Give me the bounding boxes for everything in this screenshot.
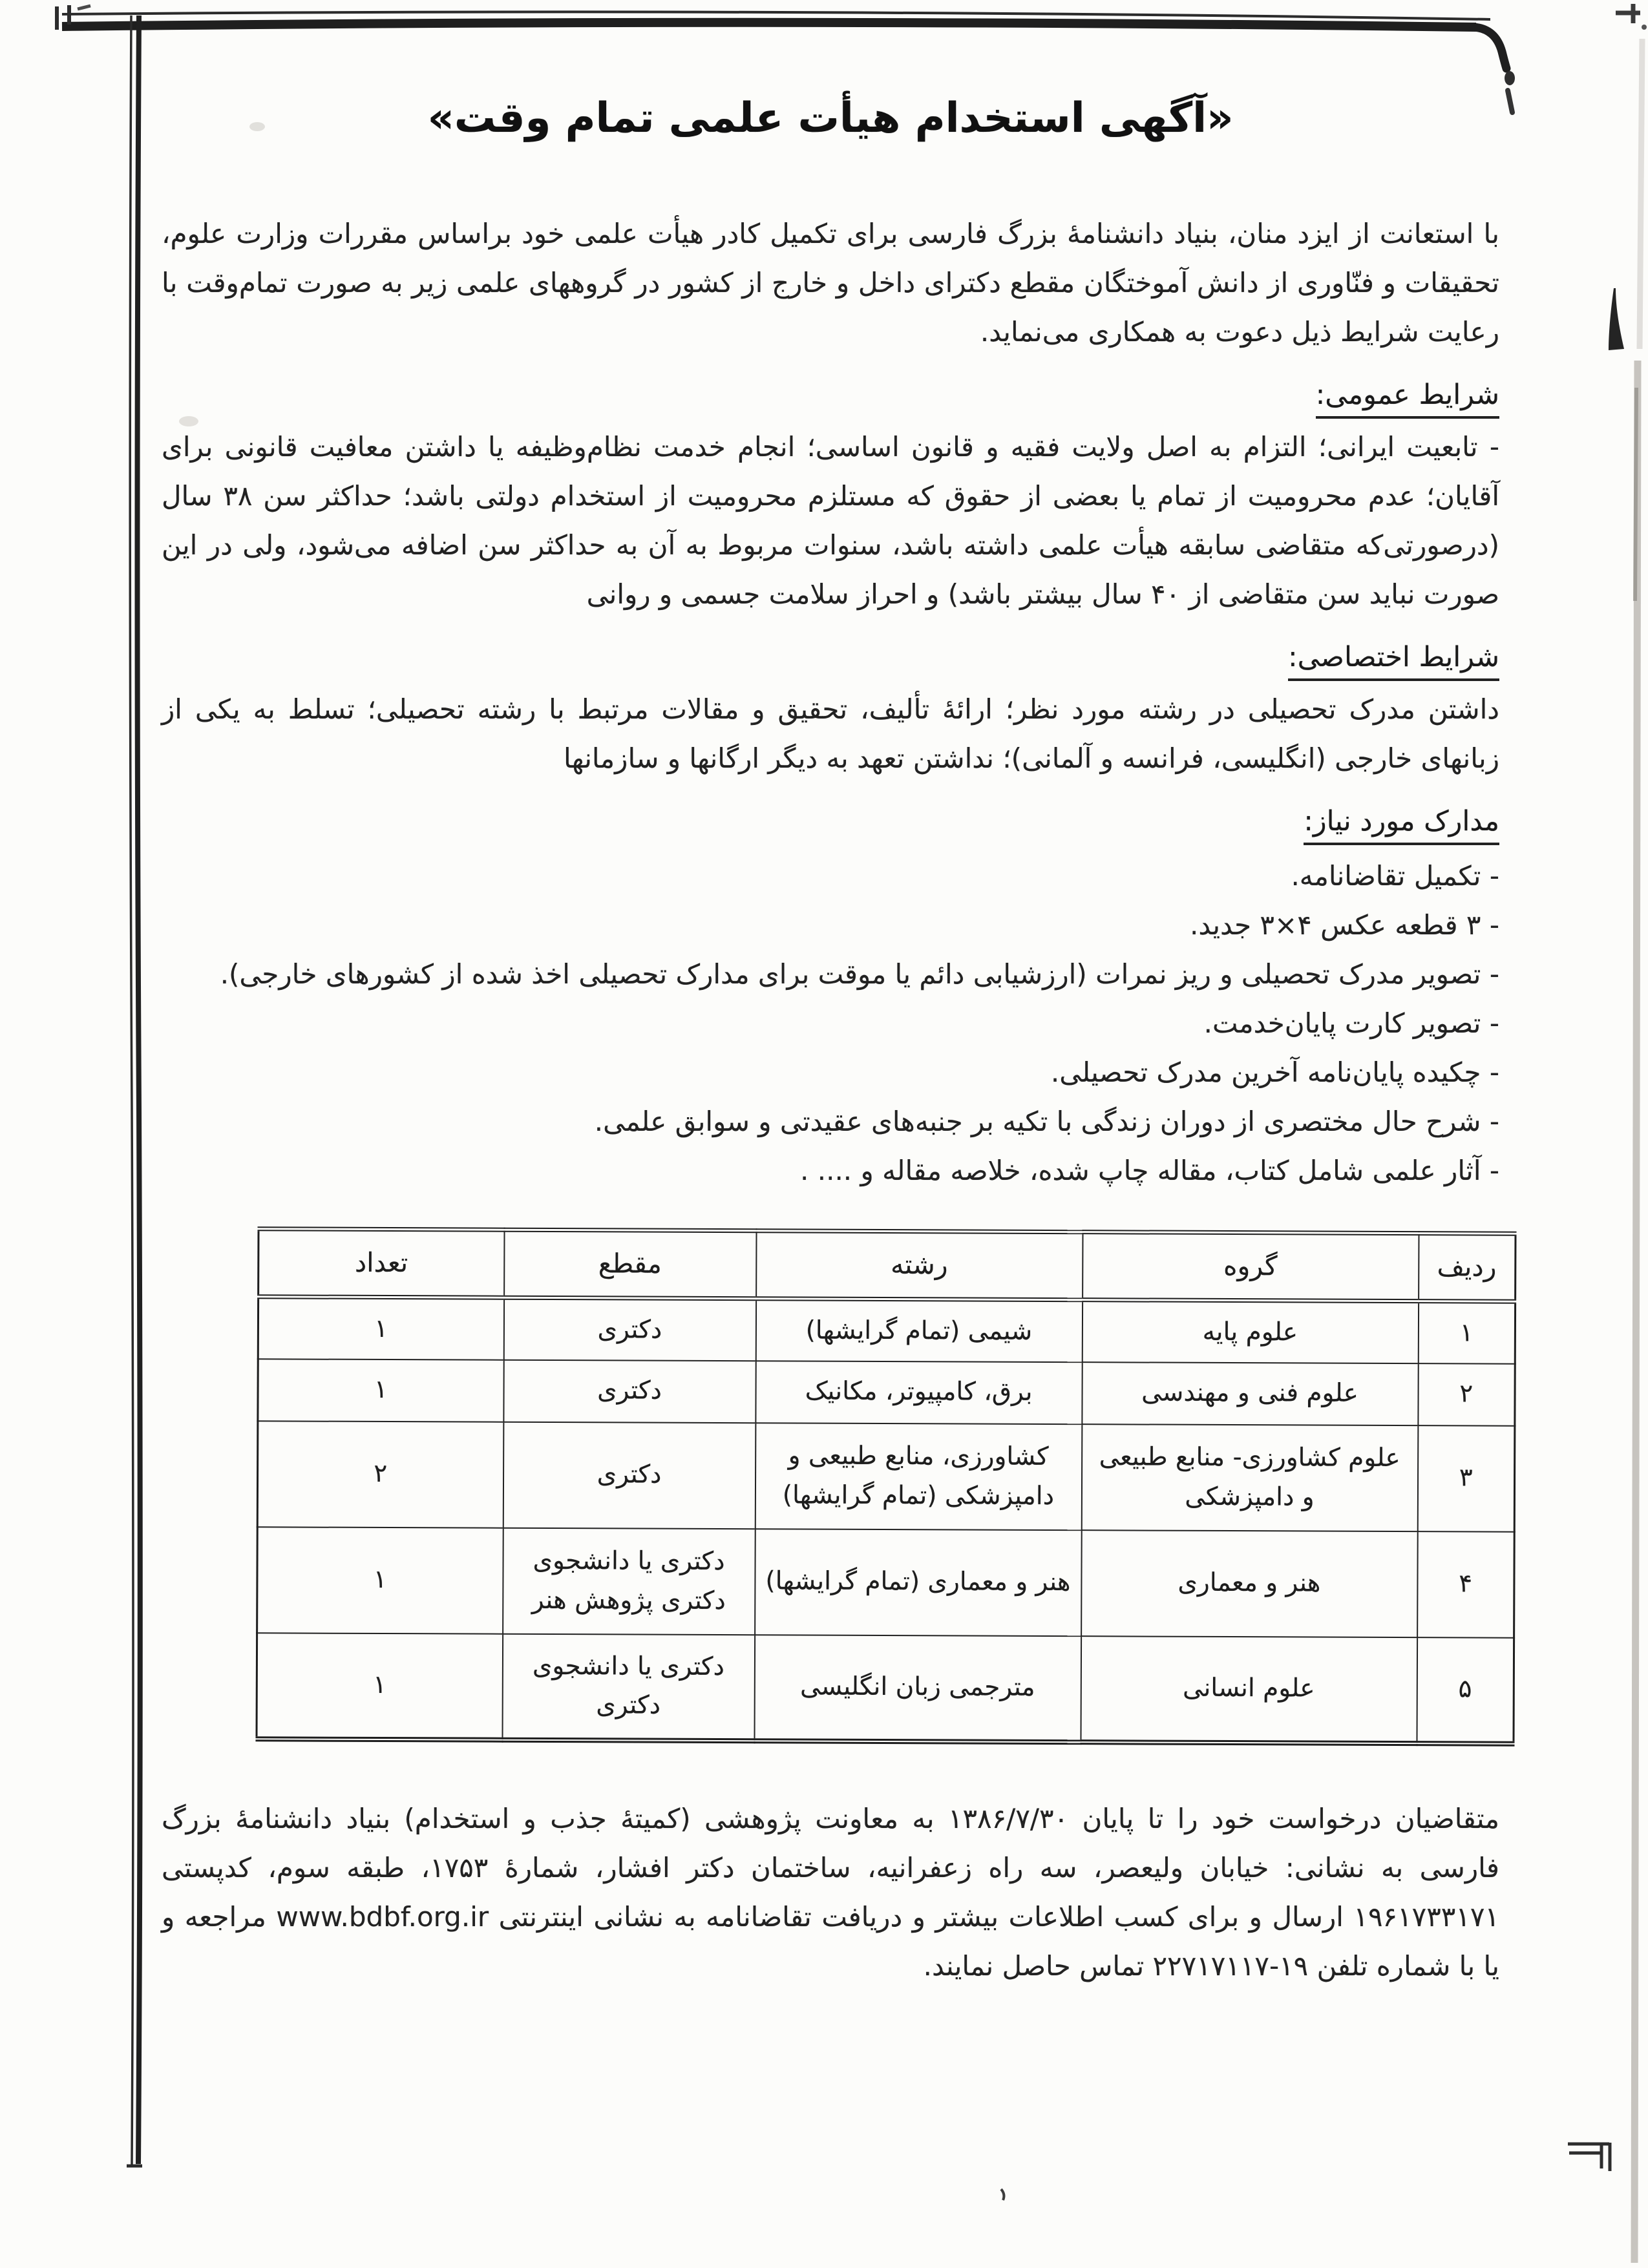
vacancies-table xyxy=(255,1226,1516,1746)
cell-row-number: ۱ xyxy=(1418,1301,1515,1364)
cell-count: ۱ xyxy=(258,1359,503,1422)
list-item: - تصویر مدرک تحصیلی و ریز نمرات (ارزشیابی دائم یا موقت برای مدارک تحصیلی اخذ شده از کشورهای خارجی). xyxy=(220,958,1499,990)
column-header-count: تعداد xyxy=(259,1229,504,1297)
cell-group: هنر و معماری xyxy=(1081,1530,1418,1637)
list-item: - چکیده پایان‌نامه آخرین مدرک تحصیلی. xyxy=(1050,1056,1499,1088)
cell-count: ۱ xyxy=(257,1527,503,1633)
advertisement-body xyxy=(0,94,1648,1991)
cell-degree: دکتری xyxy=(503,1360,755,1422)
cell-degree: دکتری یا دانشجوی دکتری xyxy=(502,1633,755,1740)
table-row xyxy=(257,1633,1514,1743)
specific-conditions-heading-text: شرایط اختصاصی: xyxy=(1288,641,1499,681)
table-header-row xyxy=(259,1229,1516,1301)
list-item: - تصویر کارت پایان‌خدمت. xyxy=(1203,1007,1499,1039)
corner-mark-top-left xyxy=(57,5,69,30)
column-header-degree: مقطع xyxy=(504,1230,756,1298)
cell-degree: دکتری یا دانشجوی دکتری پژوهش هنر xyxy=(503,1528,755,1634)
frame-top-thin-line xyxy=(62,12,1490,19)
cell-field: شیمی (تمام گرایشها) xyxy=(755,1299,1082,1362)
list-item: - آثار علمی شامل کتاب، مقاله چاپ شده، خلاصه مقاله و .... . xyxy=(800,1155,1499,1186)
cell-row-number: ۴ xyxy=(1417,1531,1515,1638)
specific-conditions-text: داشتن مدرک تحصیلی در رشته مورد نظر؛ ارائهٔ تألیف، تحقیق و مقالات مرتبط با رشته تحصیلی؛ تسلط به یکی از زبانهای خارجی (انگلیسی، فرانسه و آلمانی)؛ نداشتن تعهد به دیگر ارگانها و سازمانها xyxy=(162,693,1499,774)
frame-top-thick-line xyxy=(62,23,1476,27)
cell-group: علوم کشاورزی- منابع طبیعی و دامپزشکی xyxy=(1081,1424,1418,1531)
cell-field: مترجمی زبان انگلیسی xyxy=(754,1635,1081,1742)
documents-list xyxy=(162,852,1499,1195)
general-conditions-text: - تابعیت ایرانی؛ التزام به اصل ولایت فقیه و قانون اساسی؛ انجام خدمت نظام‌وظیفه یا داشتن معافیت قانونی برای آقایان؛ عدم محرومیت از تمام یا بعضی از حقوق که مستلزم محرومیت از استخدام دولتی باشد؛ حداکثر سن ۳۸ سال (درصورتی‌که متقاضی سابقه هیأت علمی داشته باشد، سنوات مربوط به آن به حداکثر سن اضافه می‌شود، ولی در این صورت نباید سن متقاضی از ۴۰ سال بیشتر باشد) و احراز سلامت جسمی و روانی xyxy=(162,431,1499,610)
table-row xyxy=(258,1297,1515,1363)
corner-mark-bottom-right xyxy=(1568,2143,1610,2171)
list-item: - شرح حال مختصری از دوران زندگی با تکیه بر جنبه‌های عقیدتی و سوابق علمی. xyxy=(594,1106,1499,1137)
intro-paragraph: با استعانت از ایزد منان، بنیاد دانشنامهٔ بزرگ فارسی برای تکمیل کادر هیأت علمی خود براساس مقررات وزارت علوم، تحقیقات و فنّاوری از دانش آموختگان مقطع دکترای داخل و خارج از کشور در گروههای علمی زیر به صورت تمام‌وقت با رعایت شرایط ذیل دعوت به همکاری می‌نماید. xyxy=(162,218,1499,348)
cell-field: هنر و معماری (تمام گرایشها) xyxy=(755,1529,1082,1636)
column-header-group: گروه xyxy=(1083,1232,1419,1301)
cell-field: برق، کامپیوتر، مکانیک xyxy=(755,1361,1082,1424)
cell-group: علوم انسانی xyxy=(1081,1636,1417,1743)
stray-slash xyxy=(1001,2189,1004,2200)
specific-conditions-heading xyxy=(162,641,1499,681)
cell-row-number: ۵ xyxy=(1417,1637,1514,1744)
frame-top-end-curve xyxy=(1474,27,1506,68)
cell-degree: دکتری xyxy=(503,1422,755,1528)
section-required-documents xyxy=(162,805,1499,1195)
section-general-conditions xyxy=(162,379,1499,619)
list-item: - تکمیل تقاضانامه. xyxy=(1291,860,1499,892)
cell-field: کشاورزی، منابع طبیعی و دامپزشکی (تمام گرایشها) xyxy=(755,1423,1082,1530)
general-conditions-heading xyxy=(162,379,1499,419)
cell-count: ۱ xyxy=(258,1297,503,1360)
corner-scuff-top-left xyxy=(78,6,90,9)
table-row xyxy=(258,1359,1515,1425)
page-title: «آگهی استخدام هیأت علمی تمام وقت» xyxy=(427,94,1234,142)
list-item: - ۳ قطعه عکس ۴×۳ جدید. xyxy=(1189,909,1499,941)
section-specific-conditions xyxy=(162,641,1499,783)
cell-count: ۲ xyxy=(257,1421,503,1528)
required-documents-heading-text: مدارک مورد نیاز: xyxy=(1304,805,1499,845)
table-row xyxy=(257,1421,1515,1531)
required-documents-heading xyxy=(162,805,1499,845)
cell-group: علوم پایه xyxy=(1082,1300,1418,1363)
closing-paragraph: متقاضیان درخواست خود را تا پایان ۱۳۸۶/۷/۳۰ به معاونت پژوهشی (کمیتهٔ جذب و استخدام) بنیاد دانشنامهٔ بزرگ فارسی به نشانی: خیابان ولیعصر، سه راه زعفرانیه، ساختمان دکتر افشار، شمارهٔ ۱۷۵۳، طبقه سوم، کدپستی ۱۹۶۱۷۳۳۱۷۱ ارسال و برای کسب اطلاعات بیشتر و دریافت تقاضانامه به نشانی اینترنتی www.bdbf.org.ir مراجعه و یا با شماره تلفن ‪۲۲۷۱۷۱۱۷-۱۹‬ تماس حاصل نمایند. xyxy=(162,1802,1499,1982)
table-row xyxy=(257,1527,1515,1637)
column-header-field: رشته xyxy=(756,1231,1083,1300)
cell-row-number: ۳ xyxy=(1417,1425,1515,1532)
corner-scuff-top-right xyxy=(1616,4,1640,23)
column-header-row-number: ردیف xyxy=(1419,1234,1516,1302)
cell-degree: دکتری xyxy=(503,1297,755,1360)
cell-group: علوم فنی و مهندسی xyxy=(1082,1362,1418,1425)
ink-drip xyxy=(1505,71,1515,85)
general-conditions-heading-text: شرایط عمومی: xyxy=(1316,379,1499,419)
cell-count: ۱ xyxy=(257,1633,503,1739)
cell-row-number: ۲ xyxy=(1418,1363,1515,1426)
corner-dot-top-right xyxy=(1642,25,1647,30)
